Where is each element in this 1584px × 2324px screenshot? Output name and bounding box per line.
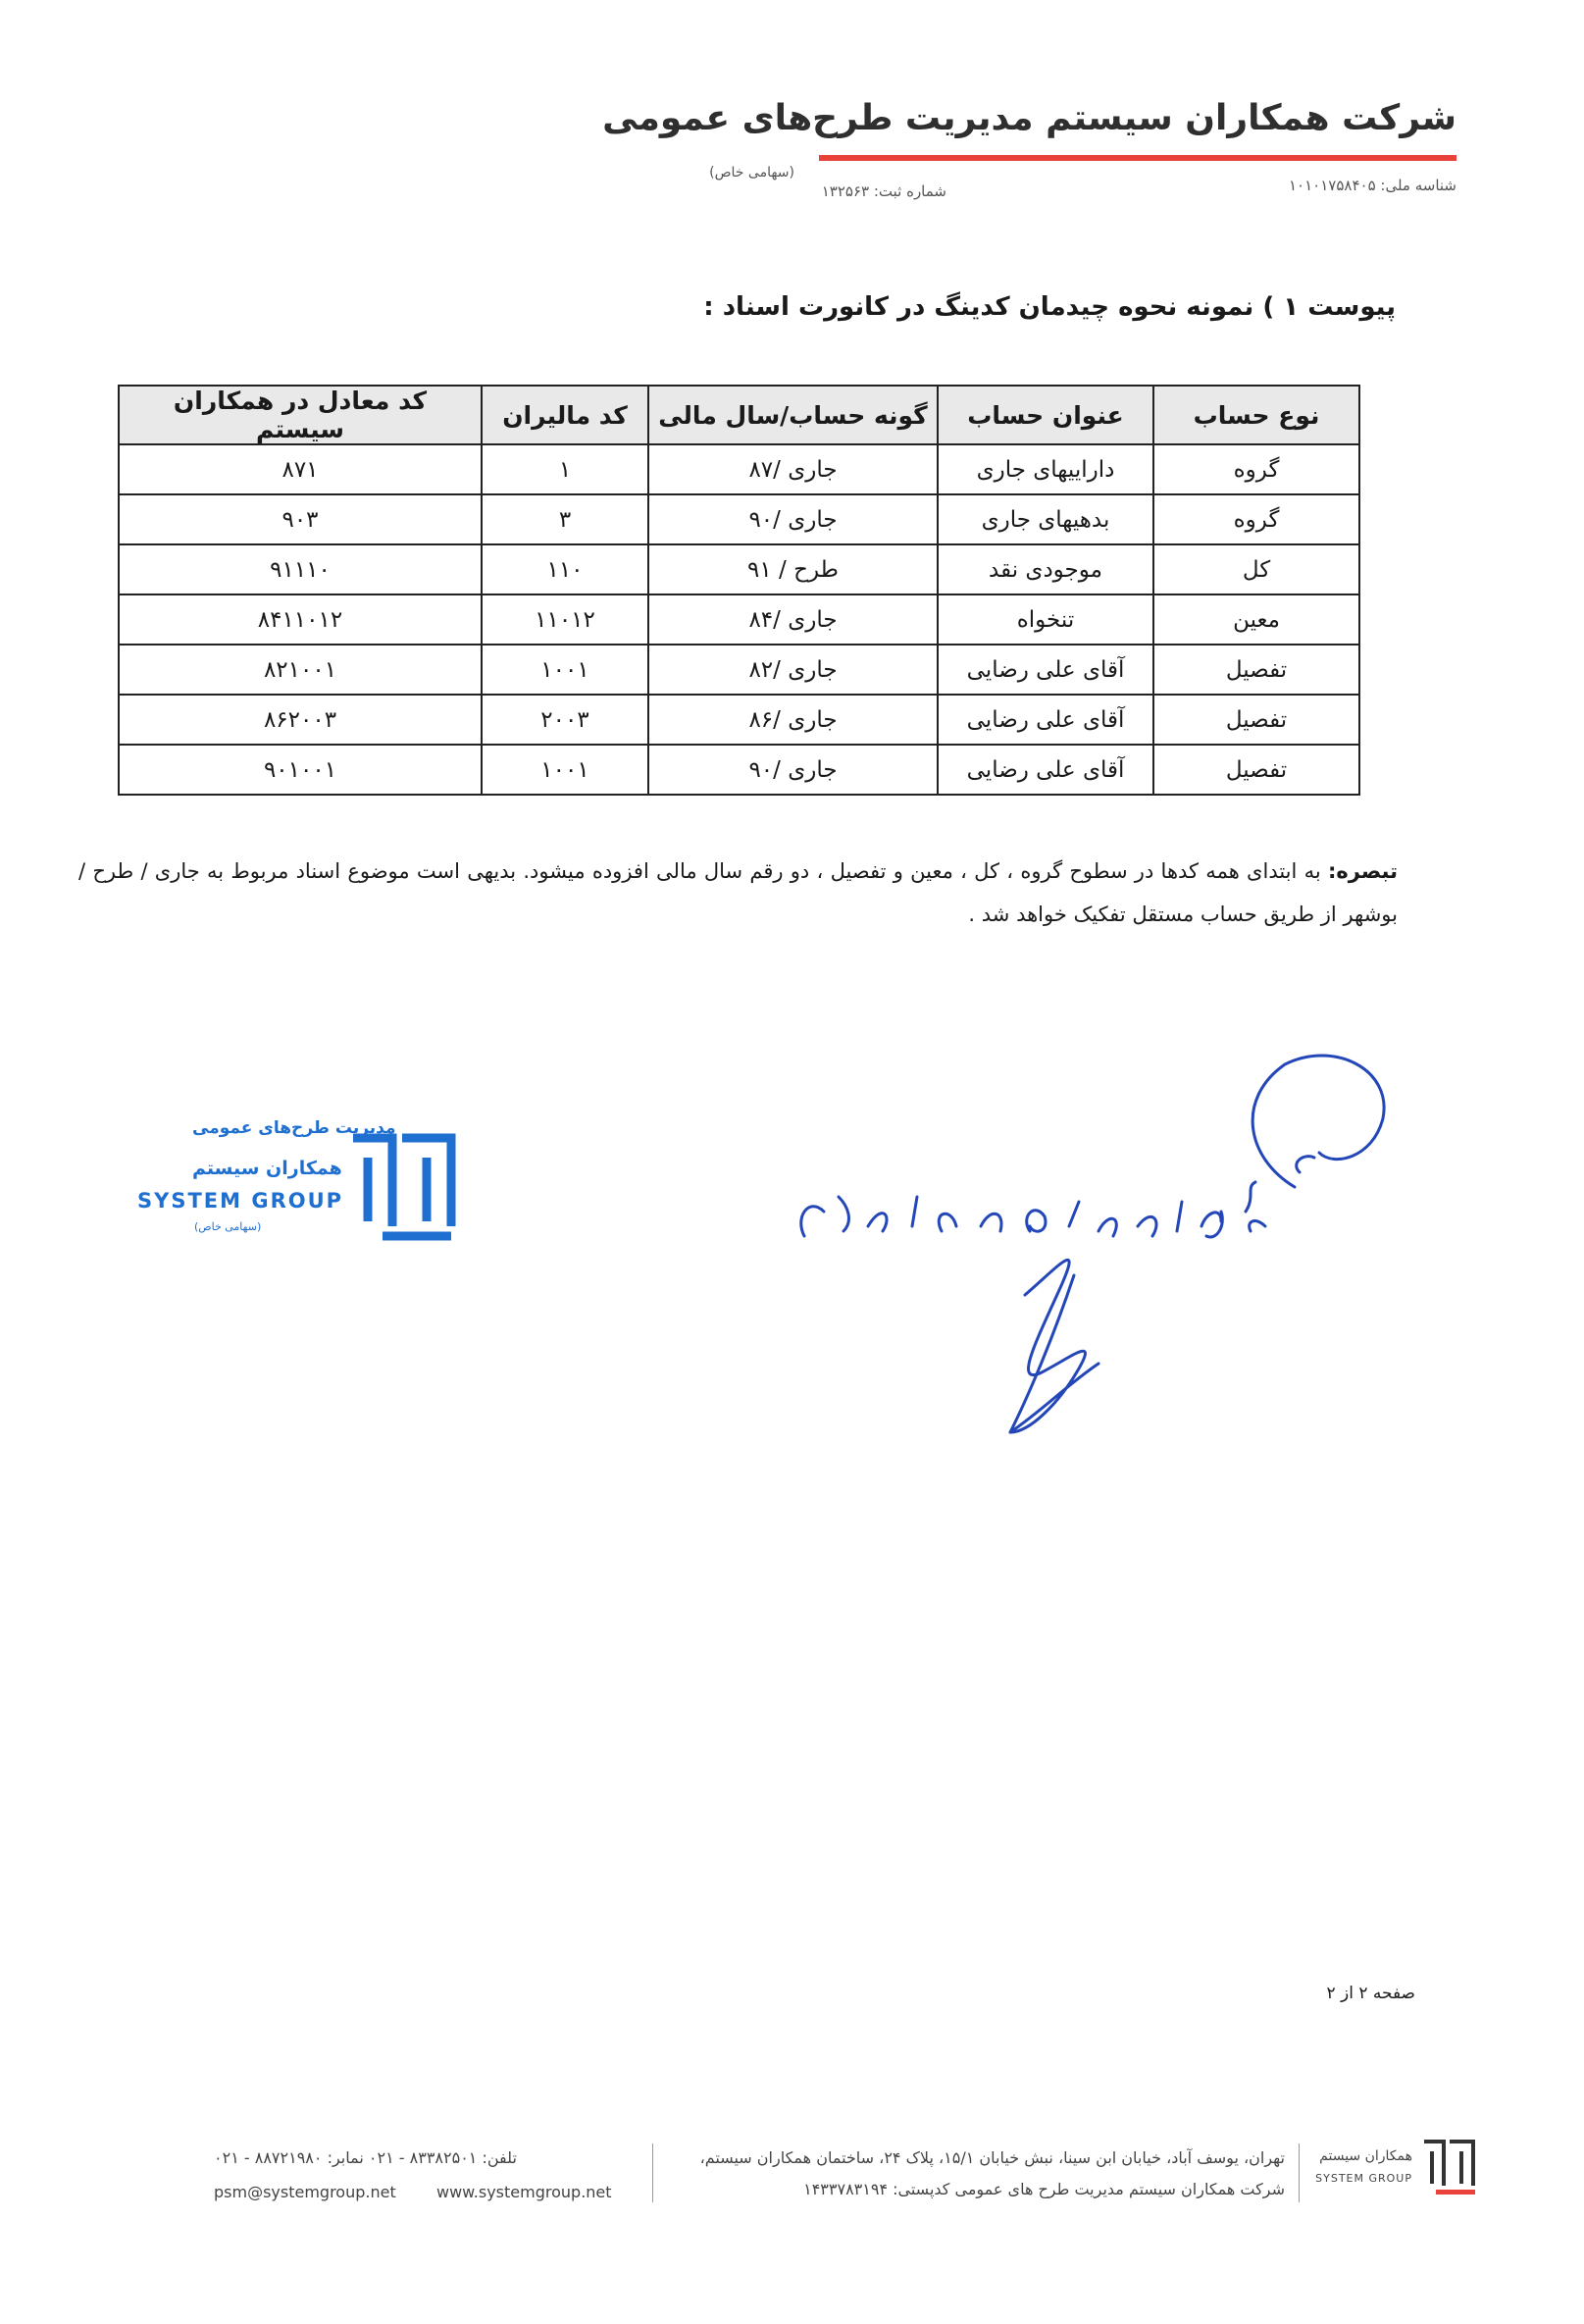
- footer-divider: [652, 2143, 653, 2202]
- table-cell: جاری /۸۷: [648, 444, 938, 494]
- table-cell: ۸۶۲۰۰۳: [119, 695, 482, 745]
- table-cell: آقای علی رضایی: [938, 745, 1153, 795]
- table-cell: آقای علی رضایی: [938, 695, 1153, 745]
- table-cell: ۱۱۰۱۲: [482, 594, 648, 645]
- footer-brand-fa: همکاران سیستم: [1319, 2148, 1412, 2164]
- table-cell: تنخواه: [938, 594, 1153, 645]
- footer-divider: [1299, 2143, 1300, 2202]
- table-cell: ۸۴۱۱۰۱۲: [119, 594, 482, 645]
- stamp-line-3: SYSTEM GROUP: [137, 1189, 344, 1213]
- table-cell: جاری /۹۰: [648, 494, 938, 544]
- table-cell: تفصیل: [1153, 645, 1359, 695]
- footer-address-line-1: تهران، یوسف آباد، خیابان ابن سینا، نبش خیابان ۱۵/۱، پلاک ۲۴، ساختمان همکاران سیستم،: [699, 2148, 1285, 2167]
- company-type: (سهامی خاص): [709, 165, 794, 181]
- table-cell: بدهیهای جاری: [938, 494, 1153, 544]
- table-cell: جاری /۸۴: [648, 594, 938, 645]
- footer-email-link[interactable]: psm@systemgroup.net: [214, 2183, 396, 2201]
- header-account-type: نوع حساب: [1153, 386, 1359, 444]
- table-cell: جاری /۸۲: [648, 645, 938, 695]
- table-cell: گروه: [1153, 444, 1359, 494]
- footer-website-link[interactable]: www.systemgroup.net: [436, 2183, 612, 2201]
- table-cell: جاری /۹۰: [648, 745, 938, 795]
- table-row: [119, 695, 1359, 745]
- national-id: شناسه ملی: ۱۰۱۰۱۷۵۸۴۰۵: [1289, 177, 1456, 194]
- header-equivalent-code: کد معادل در همکاران سیستم: [119, 386, 482, 444]
- footer-phone-fax: تلفن: ۸۳۳۸۲۵۰۱ - ۰۲۱ نمابر: ۸۸۷۲۱۹۸۰ - ۰۲۱: [214, 2148, 517, 2167]
- table-cell: ۲۰۰۳: [482, 695, 648, 745]
- table-cell: تفصیل: [1153, 745, 1359, 795]
- table-cell: طرح / ۹۱: [648, 544, 938, 594]
- footer-brand-en: SYSTEM GROUP: [1315, 2172, 1412, 2185]
- table-cell: ۸۲۱۰۰۱: [119, 645, 482, 695]
- table-cell: ۹۱۱۱۰: [119, 544, 482, 594]
- note-paragraph: [78, 850, 1398, 936]
- registration-number: شماره ثبت: ۱۳۲۵۶۳: [821, 182, 946, 200]
- table-cell: ۱۰۰۱: [482, 645, 648, 695]
- company-name: شرکت همکاران سیستم مدیریت طرح‌های عمومی: [602, 98, 1456, 138]
- page-number: صفحه ۲ از ۲: [1326, 1984, 1415, 2003]
- system-group-logo-icon: [1422, 2137, 1481, 2197]
- table-row: [119, 594, 1359, 645]
- table-cell: ۹۰۱۰۰۱: [119, 745, 482, 795]
- stamp-line-4: (سهامی خاص): [194, 1220, 262, 1233]
- table-row: [119, 745, 1359, 795]
- coding-table: [118, 385, 1360, 796]
- document-title: پیوست ۱ ) نمونه نحوه چیدمان کدینگ در کانورت اسناد :: [703, 292, 1396, 322]
- table-cell: معین: [1153, 594, 1359, 645]
- table-cell: ۱: [482, 444, 648, 494]
- table-header-row: [119, 386, 1359, 444]
- table-cell: کل: [1153, 544, 1359, 594]
- table-cell: ۳: [482, 494, 648, 544]
- table-cell: داراییهای جاری: [938, 444, 1153, 494]
- header-divider: [819, 155, 1456, 161]
- header-account-kind-year: گونه حساب/سال مالی: [648, 386, 938, 444]
- footer-address-line-2: شرکت همکاران سیستم مدیریت طرح های عمومی کدپستی: ۱۴۳۳۷۸۳۱۹۴: [803, 2180, 1285, 2198]
- table-cell: آقای علی رضایی: [938, 645, 1153, 695]
- stamp-logo-icon: [353, 1138, 451, 1236]
- table-row: [119, 494, 1359, 544]
- handwritten-signature: [785, 1040, 1412, 1491]
- table-row: [119, 645, 1359, 695]
- table-cell: ۸۷۱: [119, 444, 482, 494]
- table-cell: جاری /۸۶: [648, 695, 938, 745]
- header-account-title: عنوان حساب: [938, 386, 1153, 444]
- note-label: تبصره:: [1327, 859, 1398, 883]
- table-cell: ۹۰۳: [119, 494, 482, 544]
- table-cell: موجودی نقد: [938, 544, 1153, 594]
- table-row: [119, 444, 1359, 494]
- stamp-line-2: همکاران سیستم: [192, 1158, 342, 1179]
- note-text: به ابتدای همه کدها در سطوح گروه ، کل ، معین و تفصیل ، دو رقم سال مالی افزوده میشود. بدیهی است موضوع اسناد مربوط به جاری / طرح / بوشهر از طریق حساب مستقل تفکیک خواهد شد .: [78, 859, 1398, 926]
- table-cell: ۱۱۰: [482, 544, 648, 594]
- table-cell: گروه: [1153, 494, 1359, 544]
- table-row: [119, 544, 1359, 594]
- stamp-line-1: مدیریت طرح‌های عمومی: [192, 1118, 396, 1138]
- table-cell: ۱۰۰۱: [482, 745, 648, 795]
- table-cell: تفصیل: [1153, 695, 1359, 745]
- header-maliran-code: کد مالیران: [482, 386, 648, 444]
